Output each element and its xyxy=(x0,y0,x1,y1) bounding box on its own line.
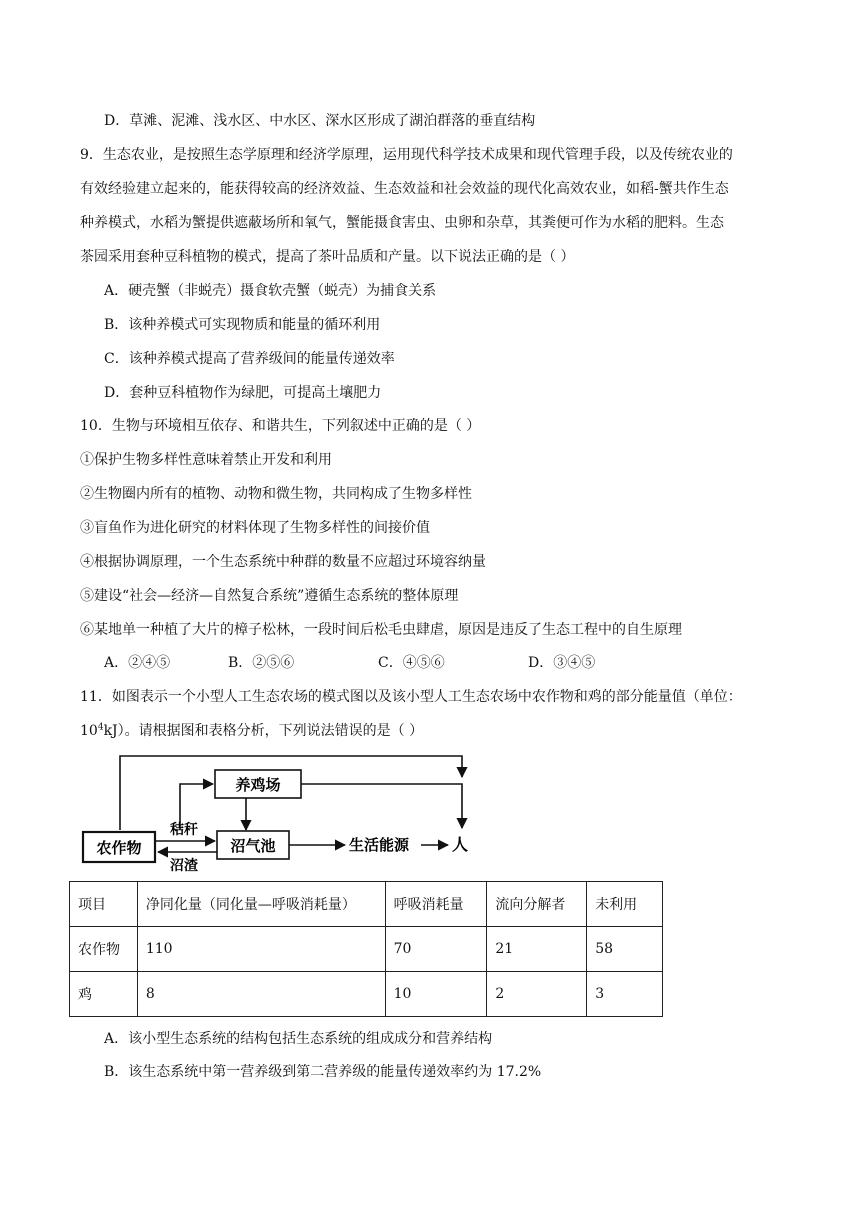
q11-stem-line-2-rest: kJ）。请根据图和表格分析，下列说法错误的是（ ） xyxy=(103,723,424,739)
chicken-farm-label: 养鸡场 xyxy=(235,776,281,794)
table-cell: 58 xyxy=(587,927,663,972)
q10-statement-2: ②生物圈内所有的植物、动物和微生物，共同构成了生物多样性 xyxy=(80,486,472,502)
q11-option-b: B．该生态系统中第一营养级到第二营养级的能量传递效率约为 17.2% xyxy=(104,1064,542,1080)
q11-unit-exponent: 4 xyxy=(97,722,104,733)
residue-label: 沼渣 xyxy=(170,858,198,874)
q9-stem-line-2: 有效经验建立起来的，能获得较高的经济效益、生态效益和社会效益的现代化高效农业，如稻-蟹共作生态 xyxy=(80,181,729,197)
q10-choice-b: B．②⑤⑥ xyxy=(228,655,295,671)
q11-stem-line-2 xyxy=(80,721,423,741)
chicken-farm-to-human-arrow xyxy=(301,784,462,828)
table-header-cell: 项目 xyxy=(70,882,138,927)
q9-stem-line-3: 种养模式，水稻为蟹提供遮蔽场所和氧气，蟹能摄食害虫、虫卵和杂草，其粪便可作为水稻的肥料。生态 xyxy=(80,215,724,231)
q10-statement-6: ⑥某地单一种植了大片的樟子松林，一段时间后松毛虫肆虐，原因是违反了生态工程中的自生原理 xyxy=(80,622,682,638)
q10-statement-5: ⑤建设“社会—经济—自然复合系统”遵循生态系统的整体原理 xyxy=(80,588,459,604)
table-cell: 110 xyxy=(137,927,385,972)
table-header-cell: 净同化量（同化量—呼吸消耗量） xyxy=(137,882,385,927)
table-header-cell: 呼吸消耗量 xyxy=(385,882,487,927)
table-row xyxy=(70,972,663,1017)
table-cell: 70 xyxy=(385,927,487,972)
q9-option-d: D．套种豆科植物作为绿肥，可提高土壤肥力 xyxy=(104,385,382,401)
table-cell: 8 xyxy=(137,972,385,1017)
q10-statement-4: ④根据协调原理，一个生态系统中种群的数量不应超过环境容纳量 xyxy=(80,554,486,570)
q9-stem-line-1: 9．生态农业，是按照生态学原理和经济学原理，运用现代科学技术成果和现代管理手段，以及传统农业的 xyxy=(80,147,733,163)
human-label: 人 xyxy=(452,835,469,854)
biogas-label: 沼气池 xyxy=(230,837,276,855)
table-cell: 2 xyxy=(487,972,587,1017)
q10-choice-c: C．④⑤⑥ xyxy=(378,655,445,671)
prev-question-option-d: D．草滩、泥滩、浅水区、中水区、深水区形成了湖泊群落的垂直结构 xyxy=(104,113,536,129)
energy-label: 生活能源 xyxy=(349,836,410,854)
q9-option-b: B．该种养模式可实现物质和能量的循环利用 xyxy=(104,317,381,333)
farm-flow-diagram xyxy=(80,750,480,875)
q10-statement-1: ①保护生物多样性意味着禁止开发和利用 xyxy=(80,452,332,468)
q9-option-a: A．硬壳蟹（非蜕壳）摄食软壳蟹（蜕壳）为捕食关系 xyxy=(104,283,437,299)
q10-stem: 10．生物与环境相互依存、和谐共生，下列叙述中正确的是（ ） xyxy=(80,418,481,434)
q9-stem-line-4: 茶园采用套种豆科植物的模式，提高了茶叶品质和产量。以下说法正确的是（ ） xyxy=(80,249,575,265)
q10-choice-a: A．②④⑤ xyxy=(104,655,171,671)
q10-choice-d: D．③④⑤ xyxy=(528,655,596,671)
q11-unit-base: 10 xyxy=(80,723,98,739)
table-header-row xyxy=(70,882,663,927)
table-cell: 农作物 xyxy=(70,927,138,972)
energy-table xyxy=(69,881,663,1017)
crops-label: 农作物 xyxy=(96,839,142,857)
table-row xyxy=(70,927,663,972)
q10-statement-3: ③盲鱼作为进化研究的材料体现了生物多样性的间接价值 xyxy=(80,520,430,536)
table-cell: 10 xyxy=(385,972,487,1017)
q11-option-a: A．该小型生态系统的结构包括生态系统的组成成分和营养结构 xyxy=(104,1031,493,1047)
q11-stem-line-1: 11．如图表示一个小型人工生态农场的模式图以及该小型人工生态农场中农作物和鸡的部分能量值（单位： xyxy=(80,689,742,705)
table-cell: 鸡 xyxy=(70,972,138,1017)
q9-option-c: C．该种养模式提高了营养级间的能量传递效率 xyxy=(104,351,395,367)
table-cell: 21 xyxy=(487,927,587,972)
table-header-cell: 流向分解者 xyxy=(487,882,587,927)
straw-label: 秸秆 xyxy=(170,822,198,838)
table-header-cell: 未利用 xyxy=(587,882,663,927)
table-cell: 3 xyxy=(587,972,663,1017)
